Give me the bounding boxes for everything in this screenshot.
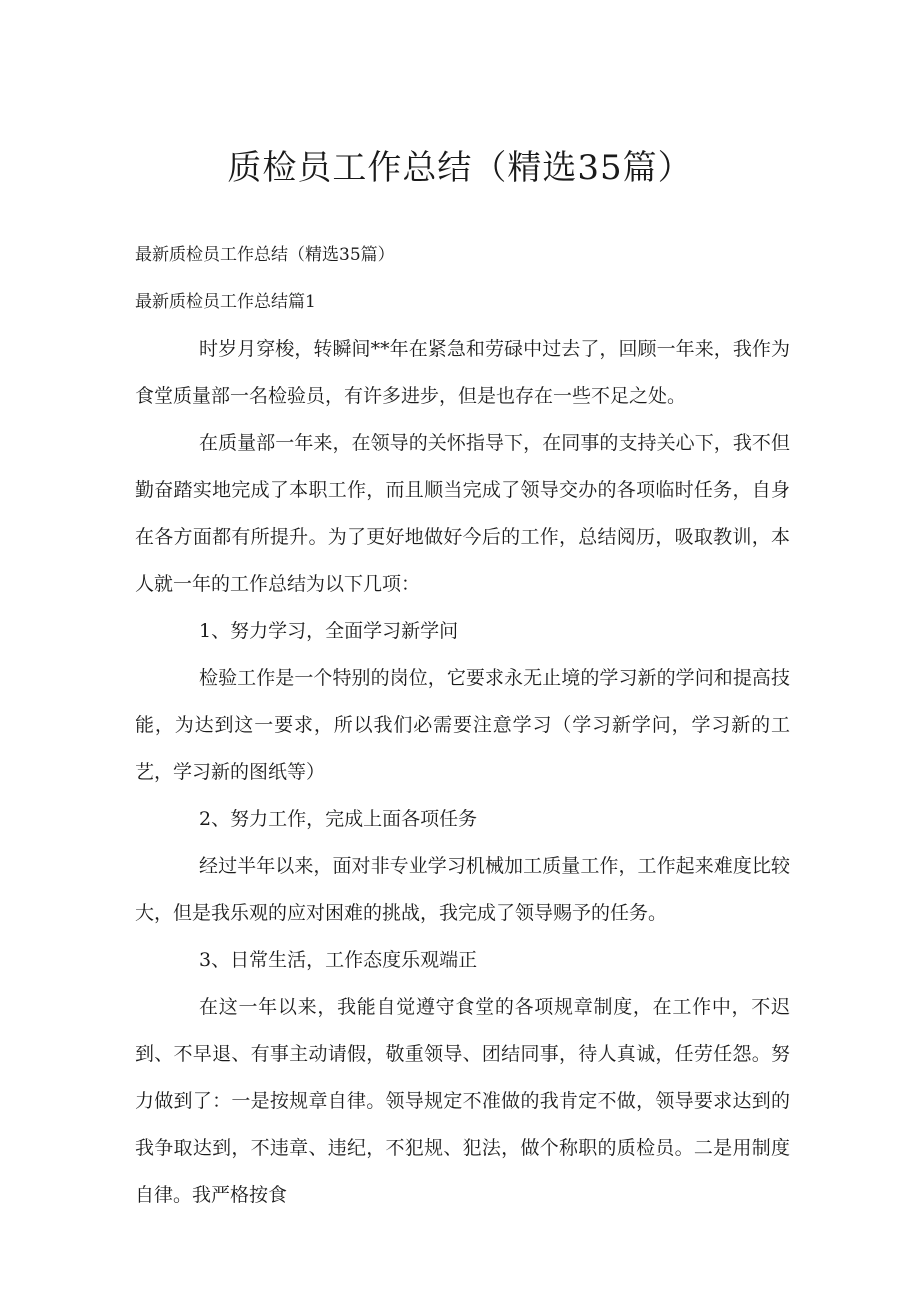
paragraph-intro: 时岁月穿梭，转瞬间**年在紧急和劳碌中过去了，回顾一年来，我作为食堂质量部一名检验员，有许多进步，但是也存在一些不足之处。: [135, 338, 790, 407]
heading-study: 1、努力学习，全面学习新学问: [199, 620, 459, 642]
paragraph-study: 检验工作是一个特别的岗位，它要求永无止境的学习新的学问和提高技能，为达到这一要求，所以我们必需要注意学习（学习新学问，学习新的工艺，学习新的图纸等）: [135, 667, 790, 783]
paragraph-attitude: 在这一年以来，我能自觉遵守食堂的各项规章制度，在工作中，不迟到、不早退、有事主动请假，敬重领导、团结同事，待人真诚，任劳任怨。努力做到了：一是按规章自律。领导规定不准做的我肯定不做，领导要求达到的我争取达到，不违章、违纪，不犯规、犯法，做个称职的质检员。二是用制度自律。我严格按食: [135, 996, 790, 1206]
paragraph-work: 经过半年以来，面对非专业学习机械加工质量工作，工作起来难度比较大，但是我乐观的应对困难的挑战，我完成了领导赐予的任务。: [135, 855, 790, 924]
paragraph-overview: 在质量部一年来，在领导的关怀指导下，在同事的支持关心下，我不但勤奋踏实地完成了本职工作，而且顺当完成了领导交办的各项临时任务，自身在各方面都有所提升。为了更好地做好今后的工作，总结阅历，吸取教训，本人就一年的工作总结为以下几项：: [135, 432, 790, 595]
document-subtitle: 最新质检员工作总结（精选35篇）: [135, 245, 395, 265]
document-body: [135, 232, 790, 1219]
heading-work: 2、努力工作，完成上面各项任务: [199, 808, 478, 830]
heading-attitude: 3、日常生活，工作态度乐观端正: [199, 949, 478, 971]
document-title: 质检员工作总结（精选35篇）: [227, 148, 693, 188]
section-title: 最新质检员工作总结篇1: [135, 292, 316, 312]
